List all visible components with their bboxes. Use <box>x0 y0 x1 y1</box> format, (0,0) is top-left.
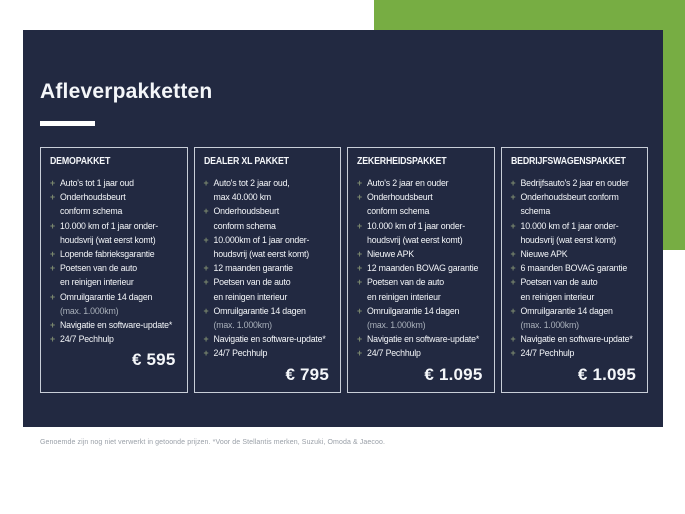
feature-item <box>357 190 485 218</box>
plus-icon: + <box>50 320 55 331</box>
feature-line: max 40.000 km <box>213 192 272 203</box>
feature-text <box>214 332 326 346</box>
feature-item <box>357 275 485 303</box>
plus-icon: + <box>50 192 55 203</box>
feature-text <box>367 190 432 218</box>
feature-item <box>511 304 639 332</box>
feature-item <box>511 261 639 275</box>
package-card-title: DEMOPAKKET <box>50 156 111 167</box>
plus-icon: + <box>50 334 55 345</box>
feature-text <box>367 261 478 275</box>
package-price: € 795 <box>285 364 329 384</box>
feature-item <box>357 219 485 247</box>
feature-line: houdsvrij (wat eerst komt) <box>60 234 156 245</box>
feature-text <box>521 219 619 247</box>
feature-item <box>511 176 639 190</box>
feature-text <box>214 176 290 204</box>
feature-line: Omruilgarantie 14 dagen <box>60 291 153 302</box>
feature-item <box>204 346 332 360</box>
feature-item <box>204 275 332 303</box>
plus-icon: + <box>203 277 209 288</box>
plus-icon: + <box>510 334 516 345</box>
feature-text <box>367 247 414 261</box>
feature-line: 12 maanden BOVAG garantie <box>367 263 479 274</box>
package-card <box>347 147 495 393</box>
feature-line: houdsvrij (wat eerst komt) <box>367 234 463 245</box>
feature-text <box>367 176 448 190</box>
feature-item <box>50 247 178 261</box>
feature-text <box>60 247 154 261</box>
plus-icon: + <box>357 178 362 188</box>
feature-item <box>204 304 332 332</box>
feature-line: 10.000km of 1 jaar onder- <box>213 234 310 245</box>
package-price: € 1.095 <box>424 364 483 384</box>
feature-item <box>50 332 178 346</box>
feature-text <box>214 204 279 232</box>
plus-icon: + <box>357 263 362 274</box>
feature-text <box>214 233 310 261</box>
plus-icon: + <box>50 291 55 302</box>
feature-item <box>511 275 639 303</box>
feature-line: Navigatie en software-update* <box>60 320 173 331</box>
feature-item <box>204 233 332 261</box>
plus-icon: + <box>510 220 516 231</box>
feature-item <box>511 219 639 247</box>
feature-text <box>60 190 125 218</box>
feature-line: en reinigen interieur <box>520 291 595 302</box>
package-card <box>194 147 342 393</box>
feature-line: 24/7 Pechhulp <box>520 348 575 359</box>
feature-line: Onderhoudsbeurt <box>213 206 279 217</box>
feature-line: Omruilgarantie 14 dagen <box>213 305 306 316</box>
feature-text <box>214 275 291 303</box>
feature-item <box>204 332 332 346</box>
package-card-title: BEDRIJFSWAGENSPAKKET <box>510 156 626 167</box>
package-card-title: ZEKERHEIDSPAKKET <box>357 156 447 167</box>
feature-text <box>60 219 158 247</box>
feature-line: schema <box>520 206 551 217</box>
feature-line: Omruilgarantie 14 dagen <box>520 305 613 316</box>
feature-text <box>214 304 306 332</box>
feature-text <box>60 176 134 190</box>
title-underline <box>40 121 95 126</box>
feature-line: Auto's tot 2 jaar oud, <box>213 178 290 188</box>
feature-item <box>50 219 178 247</box>
feature-text <box>367 346 421 360</box>
feature-line: Nieuwe APK <box>520 249 568 260</box>
feature-text <box>521 346 575 360</box>
feature-item <box>511 332 639 346</box>
feature-item <box>50 261 178 289</box>
feature-line: Poetsen van de auto <box>213 277 291 288</box>
feature-text <box>521 247 568 261</box>
plus-icon: + <box>203 305 209 316</box>
feature-item <box>357 261 485 275</box>
slide-panel <box>23 30 663 427</box>
feature-item <box>50 318 178 332</box>
feature-line: (max. 1.000km) <box>367 320 426 331</box>
feature-item <box>357 332 485 346</box>
feature-text <box>214 346 268 360</box>
feature-line: conform schema <box>367 206 430 217</box>
feature-line: 10.000 km of 1 jaar onder- <box>60 220 158 231</box>
feature-line: Nieuwe APK <box>367 249 414 260</box>
feature-line: 24/7 Pechhulp <box>60 334 114 345</box>
feature-line: en reinigen interieur <box>367 291 441 302</box>
plus-icon: + <box>357 277 362 288</box>
plus-icon: + <box>510 305 516 316</box>
feature-line: houdsvrij (wat eerst komt) <box>520 234 617 245</box>
feature-line: Onderhoudsbeurt <box>60 192 126 203</box>
feature-text <box>367 219 465 247</box>
feature-item <box>204 261 332 275</box>
feature-item <box>357 247 485 261</box>
plus-icon: + <box>50 249 55 260</box>
package-card <box>40 147 188 393</box>
feature-line: 6 maanden BOVAG garantie <box>520 263 628 274</box>
plus-icon: + <box>203 334 209 345</box>
plus-icon: + <box>510 178 516 188</box>
package-card-title: DEALER XL PAKKET <box>203 156 289 167</box>
feature-line: Poetsen van de auto <box>520 277 598 288</box>
feature-line: en reinigen interieur <box>60 277 134 288</box>
feature-item <box>204 176 332 204</box>
feature-item <box>357 346 485 360</box>
feature-line: conform schema <box>60 206 123 217</box>
feature-line: Onderhoudsbeurt conform <box>520 192 619 203</box>
feature-text <box>367 275 444 303</box>
package-price: € 1.095 <box>577 364 636 384</box>
feature-line: (max. 1.000km) <box>520 320 579 331</box>
feature-text <box>60 332 114 346</box>
feature-line: 10.000 km of 1 jaar onder- <box>520 220 619 231</box>
plus-icon: + <box>203 206 209 217</box>
feature-line: Navigatie en software-update* <box>213 334 326 345</box>
feature-line: (max. 1.000km) <box>213 320 272 331</box>
feature-text <box>521 261 628 275</box>
feature-line: (max. 1.000km) <box>60 305 119 316</box>
feature-line: Lopende fabrieksgarantie <box>60 249 155 260</box>
feature-line: Auto's tot 1 jaar oud <box>60 178 134 188</box>
plus-icon: + <box>203 234 209 245</box>
plus-icon: + <box>50 178 55 188</box>
feature-text <box>367 332 479 346</box>
feature-line: Navigatie en software-update* <box>520 334 633 345</box>
feature-text <box>214 261 293 275</box>
package-card <box>501 147 649 393</box>
plus-icon: + <box>510 277 516 288</box>
footnote: Genoemde zijn nog niet verwerkt in getoonde prijzen. *Voor de Stellantis merken, Suzuki, Omoda & Jaecoo. <box>40 439 386 446</box>
feature-line: 10.000 km of 1 jaar onder- <box>367 220 465 231</box>
plus-icon: + <box>357 192 362 203</box>
plus-icon: + <box>357 305 362 316</box>
feature-text <box>521 275 598 303</box>
feature-line: conform schema <box>213 220 276 231</box>
feature-item <box>511 247 639 261</box>
feature-line: Onderhoudsbeurt <box>367 192 433 203</box>
feature-line: houdsvrij (wat eerst komt) <box>213 249 310 260</box>
feature-item <box>50 190 178 218</box>
feature-line: 24/7 Pechhulp <box>367 348 421 359</box>
feature-item <box>50 176 178 190</box>
feature-line: Navigatie en software-update* <box>367 334 480 345</box>
feature-item <box>357 304 485 332</box>
feature-line: Poetsen van de auto <box>367 277 444 288</box>
feature-line: Auto's 2 jaar en ouder <box>367 178 449 188</box>
plus-icon: + <box>50 263 55 274</box>
feature-line: Omruilgarantie 14 dagen <box>367 305 460 316</box>
plus-icon: + <box>357 220 362 231</box>
plus-icon: + <box>357 334 362 345</box>
feature-line: Poetsen van de auto <box>60 263 137 274</box>
feature-line: en reinigen interieur <box>213 291 288 302</box>
page-title: Afleverpakketten <box>40 80 213 103</box>
package-price: € 595 <box>131 350 176 370</box>
feature-text <box>521 332 633 346</box>
plus-icon: + <box>510 192 516 203</box>
feature-line: 12 maanden garantie <box>213 263 293 274</box>
feature-item <box>511 346 639 360</box>
plus-icon: + <box>510 263 516 274</box>
feature-text <box>60 318 172 332</box>
feature-text <box>521 190 619 218</box>
feature-item <box>50 290 178 318</box>
package-cards <box>40 147 648 393</box>
feature-item <box>357 176 485 190</box>
plus-icon: + <box>50 220 55 231</box>
plus-icon: + <box>510 249 516 260</box>
plus-icon: + <box>357 249 362 260</box>
plus-icon: + <box>203 178 209 188</box>
feature-text <box>60 290 152 318</box>
plus-icon: + <box>510 348 516 359</box>
plus-icon: + <box>203 348 209 359</box>
feature-line: 24/7 Pechhulp <box>213 348 268 359</box>
plus-icon: + <box>357 348 362 359</box>
feature-text <box>60 261 137 289</box>
plus-icon: + <box>203 263 209 274</box>
feature-item <box>511 190 639 218</box>
feature-item <box>204 204 332 232</box>
feature-text <box>367 304 459 332</box>
feature-text <box>521 304 613 332</box>
feature-text <box>521 176 629 190</box>
feature-line: Bedrijfsauto's 2 jaar en ouder <box>520 178 629 188</box>
